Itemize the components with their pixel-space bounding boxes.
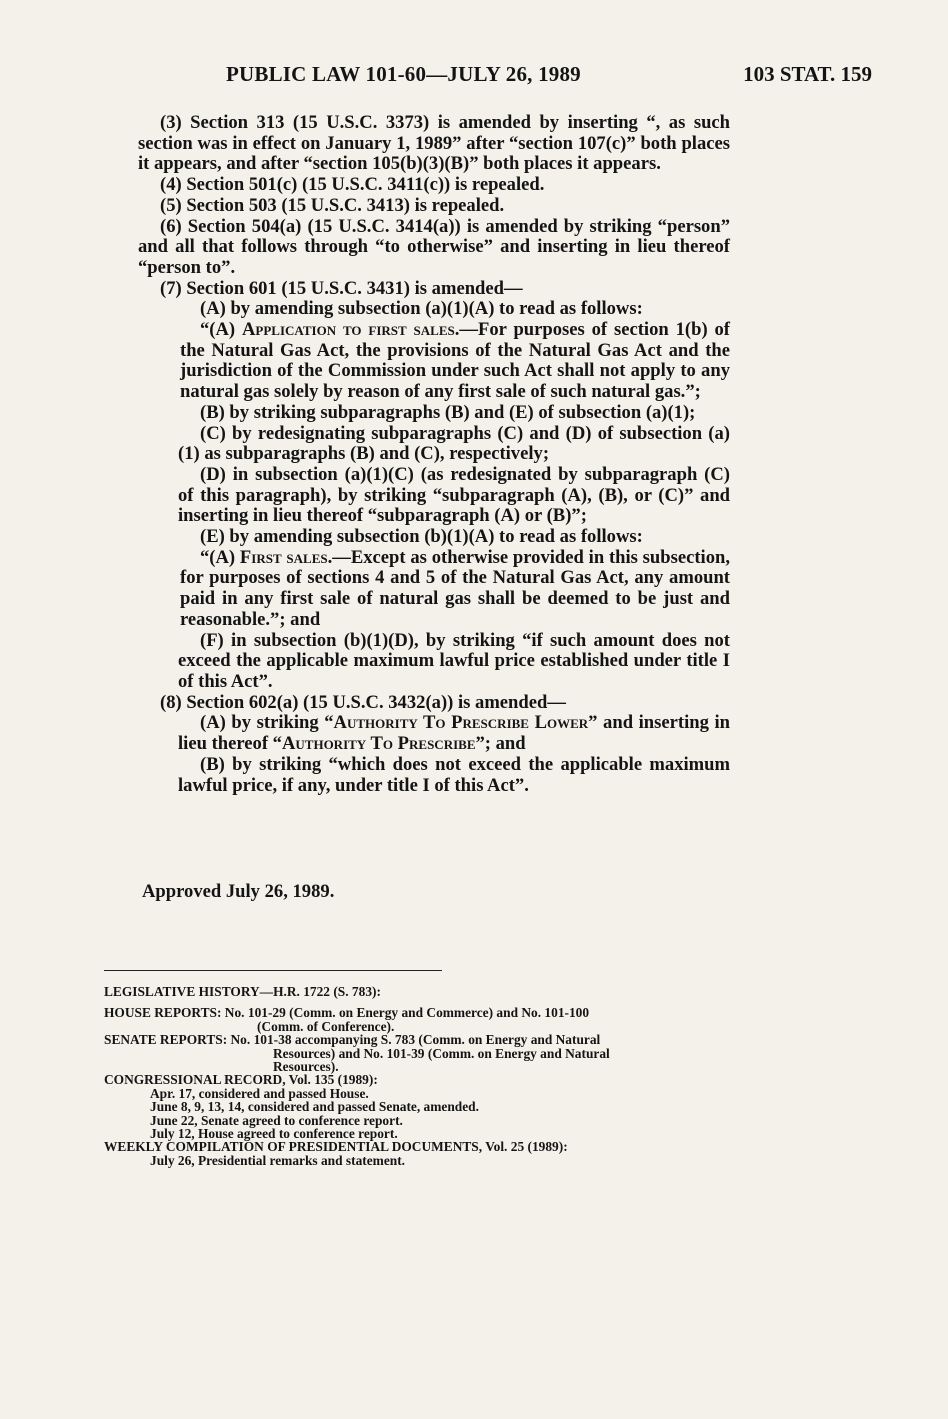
paragraph-4: (4) Section 501(c) (15 U.S.C. 3411(c)) is repealed. xyxy=(160,174,545,196)
paragraph-5: (5) Section 503 (15 U.S.C. 3413) is repealed. xyxy=(160,194,505,216)
legislative-history xyxy=(104,985,744,1167)
weekly-compilation: WEEKLY COMPILATION OF PRESIDENTIAL DOCUMENTS, Vol. 25 (1989): xyxy=(104,1139,568,1155)
senate-reports: SENATE REPORTS: No. 101-38 accompanying S. 783 (Comm. on Energy and Natural xyxy=(104,1032,601,1048)
quoted-text-7a: “(A) Application to first sales.—For purposes of section 1(b) of the Natural Gas Act, the provisions of the Natural Gas Act and the jurisdiction of the Commission under such Act shall not apply to any natural gas solely by reason of any first sale of such natural gas.”; xyxy=(180,319,731,403)
quoted-text-7e: “(A) First sales.—Except as otherwise provided in this subsection, for purposes of sections 4 and 5 of the Natural Gas Act, any amount paid in any first sale of natural gas shall be deemed to be just and reasonable.”; and xyxy=(180,546,730,630)
quoted-heading: Application to first sales. xyxy=(242,319,460,341)
subparagraph-7c: (C) by redesignating subparagraphs (C) and (D) of subsection (a)(1) as subparagraphs (B) and (C), respectively; xyxy=(178,422,730,465)
subparagraph-7e: (E) by amending subsection (b)(1)(A) to read as follows: xyxy=(200,526,643,548)
compilation-entry: July 26, Presidential remarks and statement. xyxy=(150,1152,406,1168)
record-entry: June 22, Senate agreed to conference report. xyxy=(150,1112,403,1128)
paragraph-7: (7) Section 601 (15 U.S.C. 3431) is amended— xyxy=(160,277,523,299)
house-reports-cont: (Comm. of Conference). xyxy=(257,1018,395,1034)
subparagraph-7b: (B) by striking subparagraphs (B) and (E) of subsection (a)(1); xyxy=(200,401,696,423)
congressional-record: CONGRESSIONAL RECORD, Vol. 135 (1989): xyxy=(104,1072,378,1088)
divider-rule xyxy=(104,970,442,971)
paragraph-3: (3) Section 313 (15 U.S.C. 3373) is amended by inserting “, as such section was in effect on January 1, 1989” after “section 107(c)” both places it appears, and after “section 105(b)(3)(B)” both places it appears. xyxy=(138,112,730,175)
record-entry: June 8, 9, 13, 14, considered and passed Senate, amended. xyxy=(150,1099,479,1115)
senate-reports-cont: Resources). xyxy=(273,1059,339,1075)
header-page-number: 103 STAT. 159 xyxy=(743,62,872,86)
paragraph-8: (8) Section 602(a) (15 U.S.C. 3432(a)) is amended— xyxy=(160,691,566,713)
subparagraph-7a: (A) by amending subsection (a)(1)(A) to read as follows: xyxy=(200,298,643,320)
record-entry: Apr. 17, considered and passed House. xyxy=(150,1085,369,1101)
subparagraph-8b: (B) by striking “which does not exceed the applicable maximum lawful price, if any, under title I of this Act”. xyxy=(178,753,730,796)
paragraph-6: (6) Section 504(a) (15 U.S.C. 3414(a)) is amended by striking “person” and all that follows through “to otherwise” and inserting in lieu thereof “person to”. xyxy=(138,215,730,278)
senate-reports-cont: Resources) and No. 101-39 (Comm. on Energy and Natural xyxy=(273,1045,610,1061)
header-title: PUBLIC LAW 101-60—JULY 26, 1989 xyxy=(226,62,581,86)
running-header xyxy=(0,62,948,92)
subparagraph-7f: (F) in subsection (b)(1)(D), by striking “if such amount does not exceed the applicable maximum lawful price established under title I of this Act”. xyxy=(178,629,730,692)
legislative-history-title: LEGISLATIVE HISTORY—H.R. 1722 (S. 783): xyxy=(104,984,381,999)
record-entry: July 12, House agreed to conference report. xyxy=(150,1126,398,1142)
law-text xyxy=(138,113,730,796)
subparagraph-8a: (A) by striking “Authority To Prescribe Lower” and inserting in lieu thereof “Authority To Prescribe”; and xyxy=(178,712,730,755)
quoted-heading: First sales. xyxy=(239,546,333,568)
approval-date: Approved July 26, 1989. xyxy=(142,881,335,902)
subparagraph-7d: (D) in subsection (a)(1)(C) (as redesignated by subparagraph (C) of this paragraph), by striking “subparagraph (A), (B), or (C)” and inserting in lieu thereof “subparagraph (A) or (B)”; xyxy=(178,463,730,527)
house-reports: HOUSE REPORTS: No. 101-29 (Comm. on Energy and Commerce) and No. 101-100 xyxy=(104,1005,590,1021)
